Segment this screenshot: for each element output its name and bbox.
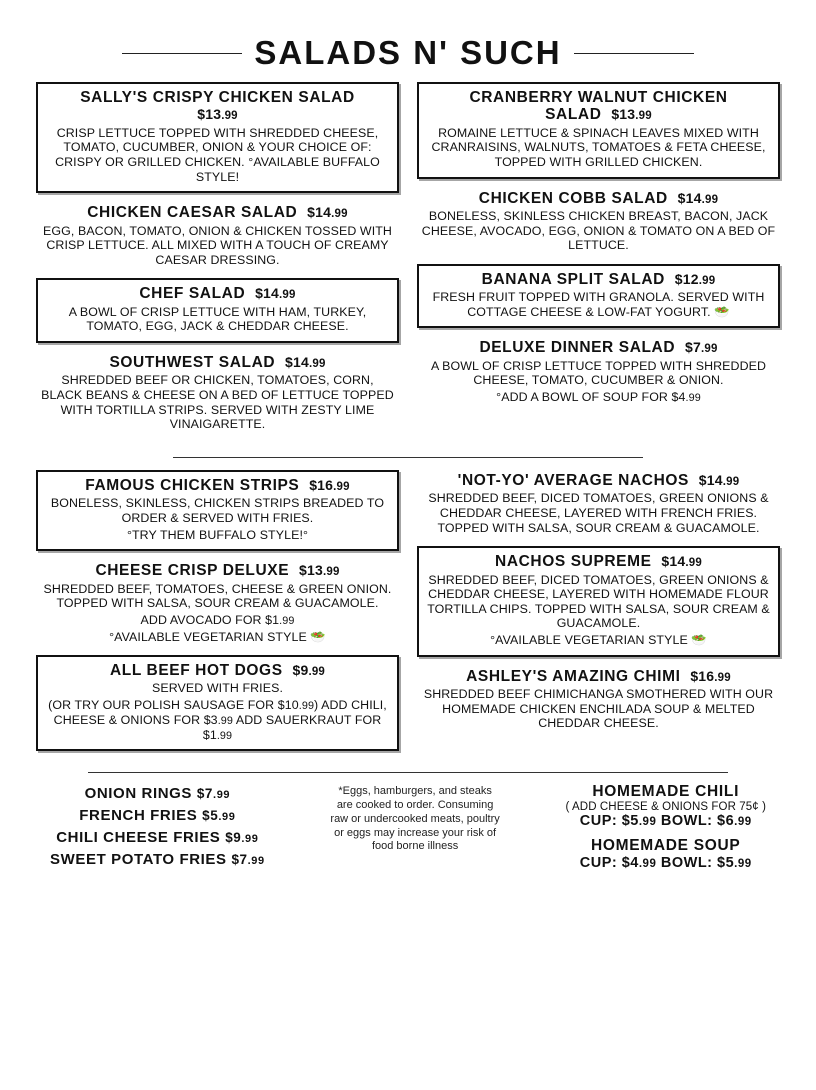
item-price: $14.99 [255,285,296,302]
menu-item [417,470,780,537]
menu-item [417,337,780,406]
item-price: $14.99 [677,189,719,206]
item-price: $14.99 [661,553,702,570]
item-price: $5.99 [202,808,236,824]
menu-item [36,655,399,751]
sides-list [50,783,265,870]
menu-item-description: SHREDDED BEEF CHIMICHANGA SMOTHERED WITH OUR HOMEMADE CHICKEN ENCHILADA SOUP & MELTED CHEDDAR CHEESE. [423,687,774,731]
menu-item-description: ADD AVOCADO FOR $1.99 [140,612,295,627]
menu-item-description: A BOWL OF CRISP LETTUCE TOPPED WITH SHREDDED CHEESE, TOMATO, CUCUMBER & ONION. [430,358,767,388]
soup-note: ( ADD CHEESE & ONIONS FOR 75¢ ) [565,801,766,814]
menu-item-name: ASHLEY'S AMAZING CHIMI $16.99 [466,667,731,685]
item-price: $7.99 [684,339,718,356]
soup-prices: CUP: $4.99 BOWL: $5.99 [579,855,752,872]
menu-item [36,82,399,193]
menu-item-name: FAMOUS CHICKEN STRIPS $16.99 [85,476,350,494]
bottom-section [36,783,780,879]
side-item [50,827,265,849]
menu-item-name: DELUXE DINNER SALAD $7.99 [479,339,718,357]
salads-column-right [417,82,780,443]
menu-page [0,34,816,1090]
menu-item-name: NACHOS SUPREME $14.99 [495,553,702,571]
side-item [50,805,265,827]
menu-item-description: °AVAILABLE VEGETARIAN STYLE 🥗 [109,629,326,644]
item-price: $9.99 [225,829,259,845]
menu-item-description: CRISP LETTUCE TOPPED WITH SHREDDED CHEESE, TOMATO, CUCUMBER, ONION & YOUR CHOICE OF: CRISPY OR GRILLED CHICKEN. °AVAILABLE BUFFALO STYLE! [55,125,380,184]
side-item-name: SWEET POTATO FRIES [50,850,227,868]
menu-item-description: SHREDDED BEEF, TOMATOES, CHEESE & GREEN ONION. TOPPED WITH SALSA, SOUR CREAM & GUACAMOLE. [43,581,392,611]
menu-item [417,82,780,179]
menu-item-name: 'NOT-YO' AVERAGE NACHOS $14.99 [457,471,740,489]
page-title-row [36,34,780,72]
menu-item-name: CHICKEN CAESAR SALAD $14.99 [87,204,348,222]
item-price: $9.99 [292,662,326,679]
menu-item-description: EGG, BACON, TOMATO, ONION & CHICKEN TOSSED WITH CRISP LETTUCE. ALL MIXED WITH A TOUCH OF CREAMY CAESAR DRESSING. [43,223,392,267]
menu-item-name: BANANA SPLIT SALAD $12.99 [481,270,716,288]
menu-item-description: (OR TRY OUR POLISH SAUSAGE FOR $10.99) ADD CHILI, CHEESE & ONIONS FOR $3.99 ADD SAUERKRAUT FOR $1.99 [48,698,387,742]
menu-item [36,202,399,269]
item-price: $16.99 [690,667,731,684]
menu-item [36,470,399,551]
menu-item [417,666,780,733]
bottom-divider [88,772,728,773]
side-item-name: CHILI CHEESE FRIES [56,828,221,846]
menu-item [36,352,399,434]
soup-item [565,783,766,829]
menu-item-description: °AVAILABLE VEGETARIAN STYLE 🥗 [490,633,707,648]
menu-item [36,278,399,343]
appetizers-section [36,470,780,760]
menu-item-description: SHREDDED BEEF OR CHICKEN, TOMATOES, CORN, BLACK BEANS & CHEESE ON A BED OF LETTUCE TOPPED WITH TORTILLA STRIPS. SERVED WITH ZESTY LIME VINAIGARETTE. [41,373,394,432]
disclaimer-block [330,783,500,854]
item-price: $14.99 [698,471,740,488]
soups-list [565,783,766,879]
item-price: $13.99 [298,562,340,579]
menu-item-name: CRANBERRY WALNUT CHICKEN SALAD $13.99 [469,89,728,124]
soup-title: HOMEMADE CHILI [592,783,740,801]
soup-title: HOMEMADE SOUP [590,837,741,855]
menu-item-name: CHICKEN COBB SALAD $14.99 [478,189,719,207]
item-price: $16.99 [309,476,350,493]
menu-item-description: A BOWL OF CRISP LETTUCE WITH HAM, TURKEY, TOMATO, EGG, JACK & CHEDDAR CHEESE. [68,304,367,334]
side-item [50,783,265,805]
appetizers-column-left [36,470,399,760]
item-price: $13.99 [611,106,652,123]
menu-item-description: FRESH FRUIT TOPPED WITH GRANOLA. SERVED WITH COTTAGE CHEESE & LOW-FAT YOGURT. 🥗 [432,290,765,319]
menu-item-description: BONELESS, SKINLESS CHICKEN BREAST, BACON, JACK CHEESE, AVOCADO, EGG, ONION & TOMATO ON A BED OF LETTUCE. [421,208,776,253]
item-price: $7.99 [196,786,231,802]
side-item-name: FRENCH FRIES [79,807,198,825]
appetizers-column-right [417,470,780,760]
menu-item [417,188,780,255]
menu-item [417,264,780,329]
item-price: $13.99 [197,106,238,123]
menu-item-description: °ADD A BOWL OF SOUP FOR $4.99 [496,390,701,405]
title-rule-left [122,53,242,54]
soup-prices: CUP: $5.99 BOWL: $6.99 [579,813,752,830]
menu-item-name: CHEF SALAD $14.99 [139,285,296,303]
menu-item-description: SHREDDED BEEF, DICED TOMATOES, GREEN ONIONS & CHEDDAR CHEESE, LAYERED WITH FRENCH FRIES. TOPPED WITH SALSA, SOUR CREAM & GUACAMOLE. [428,491,769,535]
menu-item-description: BONELESS, SKINLESS, CHICKEN STRIPS BREADED TO ORDER & SERVED WITH FRIES. [50,496,385,525]
menu-item-description: °TRY THEM BUFFALO STYLE!° [126,527,309,542]
section-divider [173,457,643,458]
item-price: $7.99 [231,851,265,867]
menu-item-name: SALLY'S CRISPY CHICKEN SALAD $13.99 [80,89,355,123]
menu-item-name: ALL BEEF HOT DOGS $9.99 [109,662,326,680]
title-rule-right [574,53,694,54]
menu-item-name: CHEESE CRISP DELUXE $13.99 [95,562,340,580]
salads-column-left [36,82,399,443]
salads-section [36,82,780,443]
soup-item [565,837,766,871]
menu-item [417,546,780,656]
menu-item [36,560,399,646]
menu-item-name: SOUTHWEST SALAD $14.99 [109,354,326,372]
item-price: $14.99 [307,204,348,221]
menu-item-description: ROMAINE LETTUCE & SPINACH LEAVES MIXED WITH CRANRAISINS, WALNUTS, TOMATOES & FETA CHEESE, TOPPED WITH GRILLED CHICKEN. [431,125,766,169]
page-title: SALADS N' SUCH [254,34,562,71]
menu-item-description: SHREDDED BEEF, DICED TOMATOES, GREEN ONIONS & CHEDDAR CHEESE, LAYERED WITH HOMEMADE FLOUR TORTILLA CHIPS. TOPPED WITH SALSA, SOUR CREAM & GUACAMOLE. [427,572,770,631]
item-price: $12.99 [674,270,716,287]
side-item-name: ONION RINGS [84,785,193,803]
item-price: $14.99 [284,354,326,371]
menu-item-description: SERVED WITH FRIES. [152,681,283,696]
side-item [50,849,265,871]
disclaimer-text: *Eggs, hamburgers, and steaks are cooked to order. Consuming raw or undercooked meats, poultry or eggs may increase your risk of food borne illness [330,785,500,853]
